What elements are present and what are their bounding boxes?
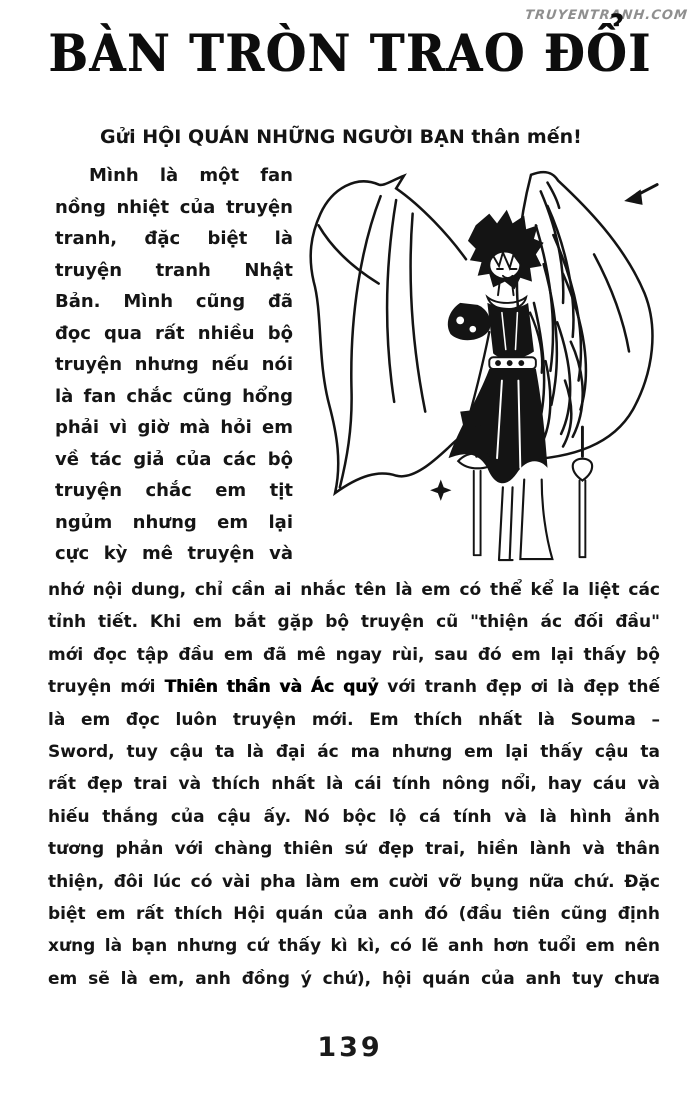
letter-line: biệt em rất thích Hội quán của anh đó (đầu tiên cũng định [48, 903, 660, 924]
page-title: BÀN TRÒN TRAO ĐỔI [48, 22, 652, 84]
letter-line: là fan chắc cũng hổng [55, 385, 293, 407]
page-number: 139 [317, 1032, 383, 1063]
letter-top-section [55, 160, 662, 572]
letter-line: về tác giả của các bộ [55, 448, 293, 470]
letter-line: tương phản với chàng thiên sứ đẹp trai, hiền lành và thân [48, 839, 660, 860]
letter-line: xưng là bạn nhưng cứ thấy kì kì, có lẽ anh hơn tuổi em nên [48, 936, 660, 957]
letter-line: phải vì giờ mà hỏi em [55, 417, 293, 438]
letter-line: nồng nhiệt của truyện [55, 196, 293, 218]
letter-line: Sword, tuy cậu ta là đại ác ma nhưng em lại thấy cậu ta [48, 741, 660, 762]
letter-line-pre: truyện mới [48, 677, 165, 698]
letter-line: Bản. Mình cũng đã [55, 291, 293, 312]
letter-line: em sẽ là em, anh đồng ý chứ), hội quán của anh tuy chưa [48, 968, 660, 989]
letter-line: đọc qua rất nhiều bộ [55, 322, 293, 344]
letter-line-post: với tranh đẹp ơi là đẹp thế [378, 677, 660, 698]
letter-line: Mình là một fan [89, 165, 293, 186]
letter-line: rất đẹp trai và thích nhất là cái tính nông nổi, hay cáu và [48, 774, 660, 795]
letter-line: hiếu thắng của cậu ấy. Nó bộc lộ cá tính và là hình ảnh [48, 806, 660, 827]
series-title: Thiên thần và Ác quỷ [164, 677, 379, 698]
letter-line: ngủm nhưng em lại [55, 511, 293, 533]
letter-line: mới đọc tập đầu em đã mê ngay rùi, sau đó em lại thấy bộ [48, 644, 660, 665]
arrow-icon [624, 185, 657, 205]
letter-line-with-title [48, 671, 660, 703]
letter-line: thiện, đôi lúc có vài pha làm em cười vỡ bụng nữa chứ. Đặc [48, 871, 660, 892]
letter-line: là em đọc luôn truyện mới. Em thích nhất là Souma – [48, 709, 660, 730]
letter-full-paragraph [48, 574, 660, 995]
letter-left-column [55, 160, 293, 572]
letter-line: tỉnh tiết. Khi em bắt gặp bộ truyện cũ "thiện ác đối đầu" [48, 612, 660, 633]
letter-line: tranh, đặc biệt là [55, 228, 293, 249]
letter-line: truyện nhưng nếu nói [55, 354, 293, 375]
letter-line: truyện tranh Nhật [55, 259, 293, 281]
site-watermark: TRUYENTRANH.COM [524, 8, 689, 23]
letter-line: nhớ nội dung, chỉ cần ai nhắc tên là em có thể kể la liệt các [48, 580, 660, 600]
letter-greeting: Gửi HỘI QUÁN NHỮNG NGƯỜI BẠN thân mến! [100, 126, 582, 148]
letter-line: cực kỳ mê truyện và [55, 543, 293, 564]
angel-demon-illustration [303, 160, 662, 572]
letter-line: truyện chắc em tịt [55, 480, 293, 501]
